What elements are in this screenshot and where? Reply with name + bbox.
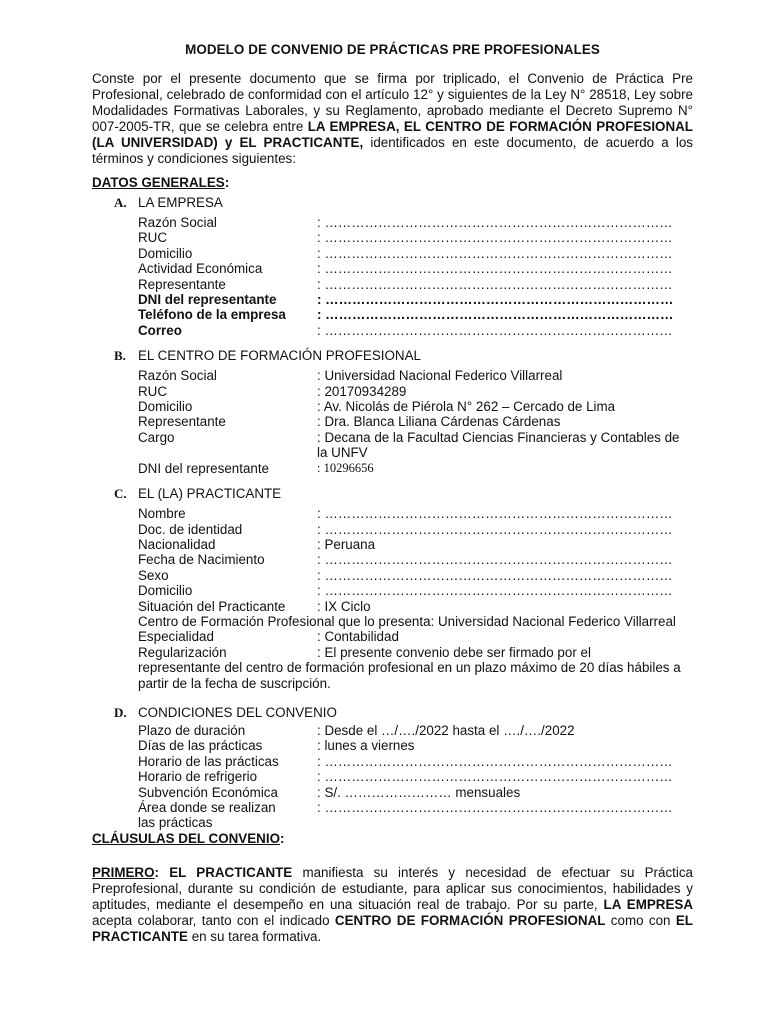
field-row <box>138 723 693 738</box>
field-value: : 20170934289 <box>317 383 407 399</box>
intro-parties: LA EMPRESA, EL CENTRO DE FORMACIÓN PROFESIONAL (LA UNIVERSIDAD) y EL PRACTICANTE, <box>92 119 693 150</box>
field-value: : lunes a viernes <box>317 738 415 754</box>
field-row <box>138 292 693 307</box>
field-label: Doc. de identidad <box>138 521 243 537</box>
clausula-label: PRIMERO <box>92 864 155 880</box>
section-title: EL CENTRO DE FORMACIÓN PROFESIONAL <box>138 348 421 364</box>
field-label: Horario de las prácticas <box>138 753 279 769</box>
section-header <box>114 486 693 502</box>
field-row <box>138 754 693 769</box>
field-row <box>138 629 693 644</box>
field-value: : IX Ciclo <box>317 598 371 614</box>
field-value: : Av. Nicolás de Piérola N° 262 – Cercado de Lima <box>317 399 616 415</box>
field-value: : 10296656 <box>317 460 374 475</box>
section-centro-formacion <box>92 348 693 476</box>
document-title: MODELO DE CONVENIO DE PRÁCTICAS PRE PROFESIONALES <box>185 42 600 57</box>
field-value: : Peruana <box>317 536 376 552</box>
field-row <box>138 769 693 784</box>
section-condiciones <box>92 705 693 831</box>
field-row <box>138 368 693 383</box>
section-letter: D. <box>114 704 127 720</box>
field-label: Área donde se realizan las prácticas <box>138 800 276 831</box>
field-label: RUC <box>138 230 168 246</box>
field-value: : …………………………………………………………………… <box>317 753 673 769</box>
field-list <box>138 368 693 476</box>
section-header <box>114 348 693 364</box>
field-value: : Universidad Nacional Federico Villarreal <box>317 368 563 384</box>
field-row <box>138 246 693 261</box>
field-label: Plazo de duración <box>138 722 246 738</box>
centro-formacion-line: Centro de Formación Profesional que lo presenta: Universidad Nacional Federico Villarreal <box>138 613 676 629</box>
field-row <box>138 785 693 800</box>
section-letter: B. <box>114 348 126 364</box>
clausula-primero <box>92 865 693 945</box>
clausula-text: EL PRACTICANTE <box>169 864 293 880</box>
field-label: Subvención Económica <box>138 784 278 800</box>
field-value: : Contabilidad <box>317 629 399 645</box>
field-label: Razón Social <box>138 215 217 230</box>
field-row <box>138 800 693 831</box>
field-label: DNI del representante <box>138 460 270 476</box>
field-row <box>138 384 693 399</box>
field-row <box>138 461 693 476</box>
field-value: : El presente convenio debe ser firmado por el <box>317 644 591 660</box>
regularizacion-text: representante del centro de formación profesional en un plazo máximo de 20 días hábiles a partir de la fecha de suscripción. <box>138 660 681 691</box>
field-label: Correo <box>138 322 182 338</box>
datos-generales-heading <box>92 175 693 191</box>
clausula-text: acepta colaborar, tanto con el indicado <box>92 912 335 928</box>
datos-generales-label: DATOS GENERALES <box>92 175 225 190</box>
clausulas-heading <box>92 831 693 847</box>
clausula-text: CENTRO DE FORMACIÓN PROFESIONAL <box>334 912 606 928</box>
intro-text-end: identificados en este documento, de acuerdo a los términos y condiciones siguientes: <box>92 135 693 166</box>
field-row <box>138 215 693 230</box>
field-label: Nombre <box>138 506 186 522</box>
field-value: : …………………………………………………………………… <box>317 552 673 568</box>
field-label: Teléfono de la empresa <box>138 307 286 323</box>
heading-colon: : <box>279 830 285 846</box>
intro-text: Conste por el presente documento que se firma por triplicado, el Convenio de Práctica Pre Profesional, celebrado de conformidad con el artículo 12° y siguientes de la Ley N° 28518, Ley sobre Modalidades Formativas Laborales, y su Reglamento, aprobado mediante el Decreto Supremo N° 007-2005-TR, que se celebra entre <box>92 71 693 134</box>
field-row <box>138 522 693 537</box>
section-empresa <box>92 195 693 338</box>
field-label: Domicilio <box>138 399 193 415</box>
field-value: : …………………………………………………………………… <box>317 521 673 537</box>
field-row <box>138 645 693 660</box>
field-row <box>138 506 693 521</box>
clausula-text: EL PRACTICANTE <box>92 912 693 944</box>
field-row <box>138 307 693 322</box>
section-practicante <box>92 486 693 691</box>
field-row <box>138 430 693 461</box>
field-row <box>138 323 693 338</box>
field-value: : …………………………………………………………………… <box>317 800 673 815</box>
field-row <box>138 399 693 414</box>
field-row <box>138 738 693 753</box>
section-title: EL (LA) PRACTICANTE <box>138 486 282 502</box>
field-value: : …………………………………………………………………… <box>317 322 673 338</box>
field-value: : Desde el …/…./2022 hasta el …./…./2022 <box>317 722 575 738</box>
field-value: : Decana de la Facultad Ciencias Financieras y Contables de la UNFV <box>317 429 680 461</box>
field-list <box>138 215 693 338</box>
section-title: CONDICIONES DEL CONVENIO <box>138 704 337 720</box>
field-value: : …………………………………………………………………… <box>317 506 673 522</box>
field-row <box>138 552 693 567</box>
field-row <box>138 583 693 598</box>
field-label: Cargo <box>138 429 175 445</box>
field-list <box>138 506 693 691</box>
clausula-colon: : <box>154 864 159 880</box>
field-label: Días de las prácticas <box>138 738 263 754</box>
clausulas-label: CLÁUSULAS DEL CONVENIO <box>92 830 280 846</box>
field-label: Situación del Practicante <box>138 598 286 614</box>
clausula-text: manifiesta su interés y necesidad de efectuar su Práctica Preprofesional, durante su condición de estudiante, para aplicar sus conocimientos, habilidades y aptitudes, mediante el desempeño en una situación real de trabajo. Por su parte, <box>92 864 693 912</box>
field-label: Representante <box>138 276 226 292</box>
field-value: : …………………………………………………………………… <box>317 567 673 583</box>
field-label: Nacionalidad <box>138 536 216 552</box>
field-value: : …………………………………………………………………… <box>317 230 673 246</box>
field-row <box>138 568 693 583</box>
field-value: : …………………………………………………………………… <box>317 307 674 323</box>
field-label: Domicilio <box>138 583 193 599</box>
field-row <box>138 277 693 292</box>
field-label: Representante <box>138 414 226 430</box>
field-row <box>138 414 693 429</box>
field-row <box>138 599 693 614</box>
intro-paragraph <box>92 71 693 167</box>
field-value: : Dra. Blanca Liliana Cárdenas Cárdenas <box>317 414 561 430</box>
field-label: Razón Social <box>138 368 217 384</box>
field-label: DNI del representante <box>138 292 277 308</box>
field-value: : …………………………………………………………………… <box>317 276 673 292</box>
field-label: Regularización <box>138 644 227 660</box>
field-label: RUC <box>138 383 168 399</box>
section-title: LA EMPRESA <box>138 195 223 210</box>
field-value: : S/. …………………… mensuales <box>317 784 521 800</box>
field-value: : …………………………………………………………………… <box>317 292 674 308</box>
section-letter: C. <box>114 486 127 502</box>
section-letter: A. <box>114 195 127 210</box>
field-label: Fecha de Nacimiento <box>138 552 265 568</box>
field-label: Domicilio <box>138 245 193 261</box>
clausula-text: LA EMPRESA <box>603 896 693 912</box>
field-list <box>138 723 693 831</box>
section-header <box>114 195 693 211</box>
field-value: : …………………………………………………………………… <box>317 245 673 261</box>
field-value: : …………………………………………………………………… <box>317 769 673 785</box>
field-value: : …………………………………………………………………… <box>317 261 673 277</box>
clausula-text: en su tarea formativa. <box>187 928 322 944</box>
field-row <box>138 537 693 552</box>
field-label: Especialidad <box>138 629 214 645</box>
field-value: : …………………………………………………………………… <box>317 583 673 599</box>
field-label: Horario de refrigerio <box>138 769 258 785</box>
document-page <box>92 42 693 945</box>
field-row <box>138 261 693 276</box>
clausula-text: como con <box>605 912 676 928</box>
field-row <box>138 230 693 245</box>
field-label: Actividad Económica <box>138 261 263 277</box>
heading-colon: : <box>224 175 230 190</box>
section-header <box>114 705 693 721</box>
field-value: : …………………………………………………………………… <box>317 215 673 230</box>
field-label: Sexo <box>138 567 169 583</box>
